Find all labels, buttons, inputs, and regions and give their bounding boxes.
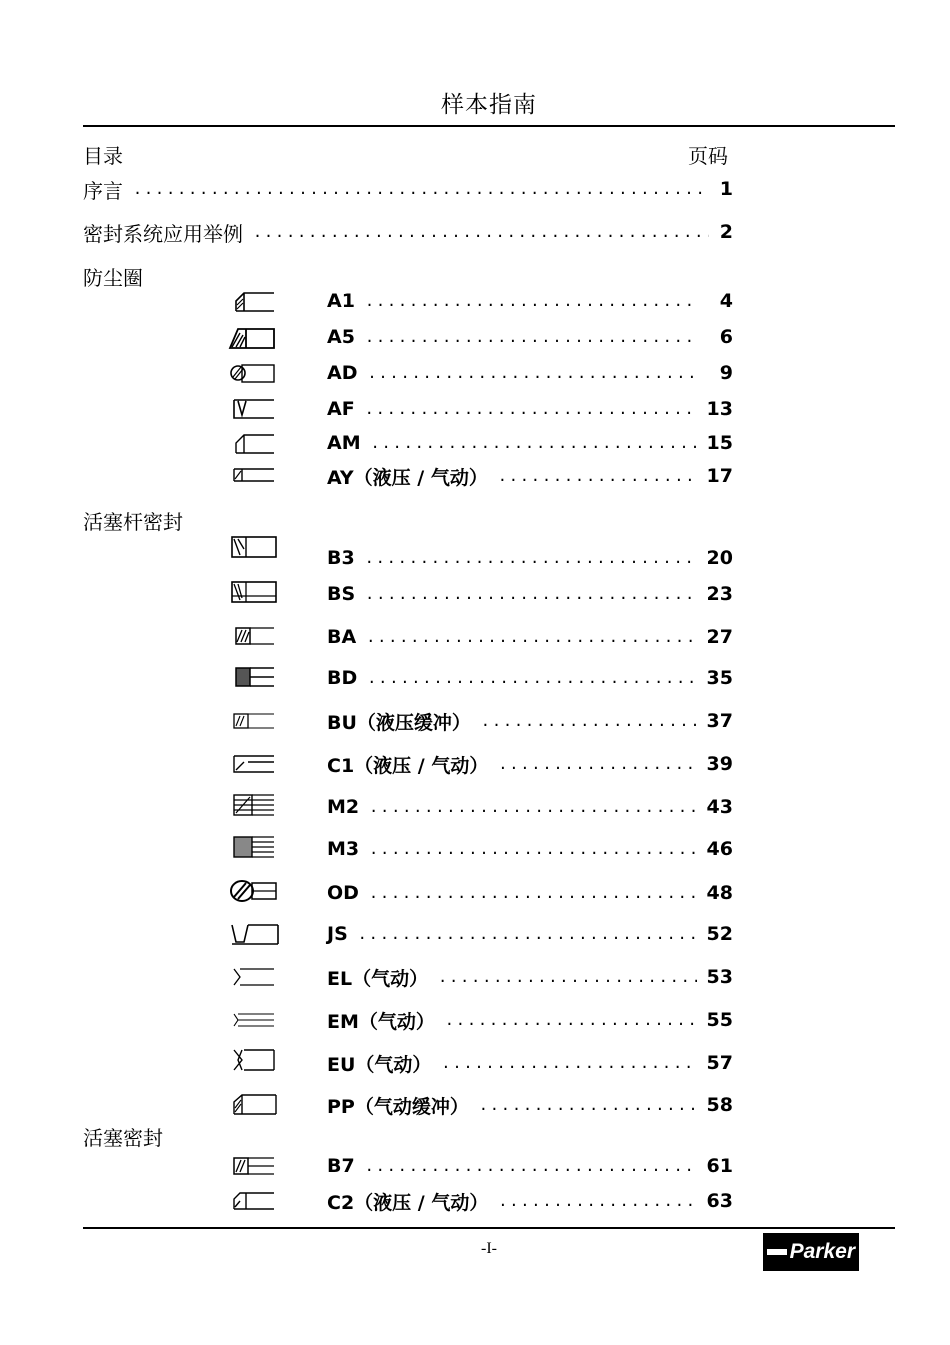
- toc-entry-ad[interactable]: [327, 359, 733, 387]
- entry-code: A1: [327, 290, 355, 312]
- entry-code: BS: [327, 583, 356, 605]
- entry-code: C1（液压 / 气动）: [327, 754, 489, 777]
- entry-page: 27: [706, 626, 733, 648]
- toc-entry-a5[interactable]: [327, 323, 733, 351]
- entry-code: BA: [327, 626, 357, 648]
- logo-text: Parker: [789, 1240, 855, 1263]
- entry-code: AD: [327, 362, 358, 384]
- dot-leader: [479, 1091, 697, 1119]
- entry-page: 52: [706, 923, 733, 945]
- entry-page: 6: [719, 326, 733, 348]
- entry-code: EM（气动）: [327, 1010, 435, 1033]
- entry-code: BD: [327, 667, 358, 689]
- toc-entry-eu[interactable]: [327, 1049, 733, 1077]
- entry-page: 35: [706, 667, 733, 689]
- toc-entry-em[interactable]: [327, 1006, 733, 1034]
- toc-entry-am[interactable]: [327, 429, 733, 457]
- toc-entry-system-examples[interactable]: [83, 218, 733, 246]
- toc-entry-b7[interactable]: [327, 1152, 733, 1180]
- entry-code: AY（液压 / 气动）: [327, 466, 488, 489]
- entry-code: JS: [327, 923, 348, 945]
- entry-code: PP（气动缓冲）: [327, 1095, 469, 1118]
- top-rule: [83, 125, 895, 127]
- toc-entry-pp[interactable]: [327, 1091, 733, 1119]
- entry-page: 55: [706, 1009, 733, 1031]
- entry-code: BU（液压缓冲）: [327, 711, 471, 734]
- toc-entry-af[interactable]: [327, 395, 733, 423]
- toc-entry-m3[interactable]: [327, 835, 733, 863]
- entry-code: AM: [327, 432, 361, 454]
- entry-page: 39: [706, 753, 733, 775]
- entry-page: 37: [706, 710, 733, 732]
- section-title-wipers: 防尘圈: [83, 266, 143, 290]
- entry-page: 4: [719, 290, 733, 312]
- entry-code: EU（气动）: [327, 1053, 432, 1076]
- dot-leader: [441, 1049, 696, 1077]
- toc-entry-ba[interactable]: [327, 623, 733, 651]
- seal-profile-icon: [228, 793, 280, 817]
- dot-leader: [367, 359, 697, 387]
- entry-page: 53: [706, 966, 733, 988]
- entry-code: AF: [327, 398, 355, 420]
- entry-page: 9: [719, 362, 733, 384]
- bottom-rule: [83, 1227, 895, 1229]
- entry-page: 23: [706, 583, 733, 605]
- toc-entry-el[interactable]: [327, 963, 733, 991]
- toc-entry-od[interactable]: [327, 879, 733, 907]
- entry-page: 13: [706, 398, 733, 420]
- page-number: -I-: [481, 1240, 497, 1257]
- section-title-rod-seals: 活塞杆密封: [83, 510, 183, 534]
- entry-page: 58: [706, 1094, 733, 1116]
- entry-label: 序言: [83, 178, 123, 203]
- entry-page: 20: [706, 547, 733, 569]
- dot-leader: [253, 218, 709, 246]
- entry-code: C2（液压 / 气动）: [327, 1191, 489, 1214]
- entry-code: EL（气动）: [327, 967, 429, 990]
- toc-entry-m2[interactable]: [327, 793, 733, 821]
- entry-page: 48: [706, 882, 733, 904]
- seal-profile-icon: [228, 965, 280, 989]
- dot-leader: [365, 287, 697, 315]
- seal-profile-icon: [228, 361, 280, 385]
- entry-page: 17: [706, 465, 733, 487]
- seal-profile-icon: [228, 431, 280, 455]
- entry-code: OD: [327, 882, 359, 904]
- seal-profile-icon: [228, 1008, 280, 1032]
- dot-leader: [369, 879, 697, 907]
- dot-leader: [365, 580, 696, 608]
- seal-profile-icon: [228, 289, 280, 313]
- seal-profile-icon: [228, 922, 280, 946]
- entry-page: 2: [719, 221, 733, 243]
- entry-page: 63: [706, 1190, 733, 1212]
- entry-code: A5: [327, 326, 355, 348]
- dot-leader: [365, 1152, 697, 1180]
- dot-leader: [445, 1006, 697, 1034]
- toc-entry-bs[interactable]: [327, 580, 733, 608]
- logo-bar-icon: [767, 1249, 787, 1255]
- dot-leader: [365, 544, 697, 572]
- dot-leader: [481, 707, 697, 735]
- dot-leader: [366, 623, 696, 651]
- dot-leader: [365, 395, 697, 423]
- seal-profile-icon: [228, 624, 280, 648]
- toc-entry-a1[interactable]: [327, 287, 733, 315]
- seal-profile-icon: [228, 535, 280, 559]
- entry-page: 57: [706, 1052, 733, 1074]
- entry-code: B7: [327, 1155, 355, 1177]
- entry-page: 1: [719, 178, 733, 200]
- dot-leader: [498, 1187, 696, 1215]
- seal-profile-icon: [228, 325, 280, 349]
- toc-entry-c1[interactable]: [327, 750, 733, 778]
- seal-profile-icon: [228, 665, 280, 689]
- seal-profile-icon: [228, 752, 280, 776]
- toc-entry-b3[interactable]: [327, 544, 733, 572]
- dot-leader: [498, 462, 697, 490]
- toc-entry-ay[interactable]: [327, 462, 733, 490]
- seal-profile-icon: [228, 835, 280, 859]
- dot-leader: [358, 920, 697, 948]
- dot-leader: [438, 963, 696, 991]
- seal-profile-icon: [228, 1154, 280, 1178]
- entry-label: 密封系统应用举例: [83, 221, 243, 246]
- seal-profile-icon: [228, 1189, 280, 1213]
- seal-profile-icon: [228, 463, 280, 487]
- entry-code: B3: [327, 547, 355, 569]
- toc-entry-bu[interactable]: [327, 707, 733, 735]
- toc-heading: 目录: [83, 144, 123, 168]
- dot-leader: [371, 429, 697, 457]
- seal-profile-icon: [228, 709, 280, 733]
- entry-page: 46: [706, 838, 733, 860]
- toc-entry-bd[interactable]: [327, 664, 733, 692]
- dot-leader: [133, 175, 709, 203]
- dot-leader: [369, 793, 696, 821]
- seal-profile-icon: [228, 879, 280, 903]
- entry-page: 15: [706, 432, 733, 454]
- seal-profile-icon: [228, 1092, 280, 1116]
- parker-logo: [763, 1233, 859, 1271]
- toc-entry-c2[interactable]: [327, 1187, 733, 1215]
- entry-page: 43: [706, 796, 733, 818]
- page-column-heading: 页码: [688, 144, 728, 168]
- dot-leader: [498, 750, 696, 778]
- section-title-piston-seals: 活塞密封: [83, 1126, 163, 1150]
- entry-code: M2: [327, 796, 360, 818]
- toc-entry-preface[interactable]: [83, 175, 733, 203]
- dot-leader: [365, 323, 697, 351]
- entry-code: M3: [327, 838, 360, 860]
- seal-profile-icon: [228, 580, 280, 604]
- seal-profile-icon: [228, 1048, 280, 1072]
- toc-entry-js[interactable]: [327, 920, 733, 948]
- dot-leader: [367, 664, 696, 692]
- entry-page: 61: [706, 1155, 733, 1177]
- seal-profile-icon: [228, 397, 280, 421]
- page-title: 样本指南: [441, 92, 537, 118]
- dot-leader: [369, 835, 696, 863]
